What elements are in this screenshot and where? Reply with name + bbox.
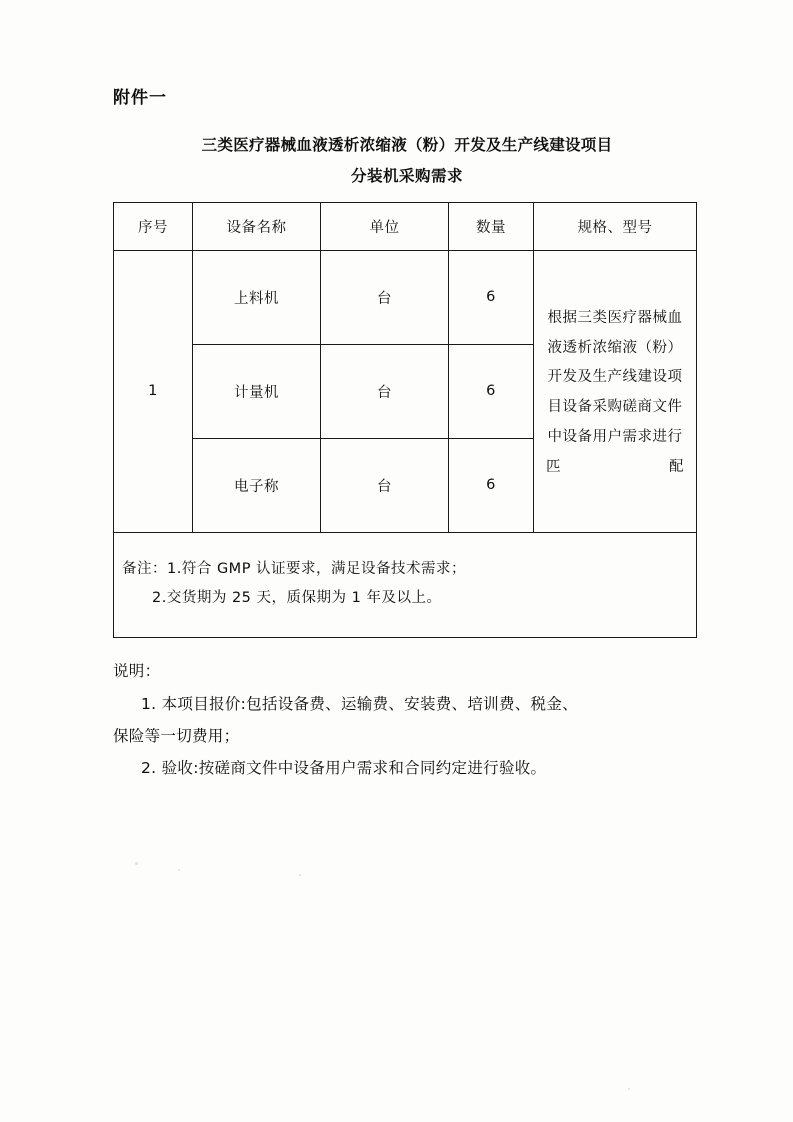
column-header-name: 设备名称 (193, 202, 321, 250)
cell-specification: 根据三类医疗器械血液透析浓缩液（粉）开发及生产线建设项目设备采购磋商文件中设备用户需求进行匹配 (534, 250, 697, 532)
column-header-unit: 单位 (321, 202, 449, 250)
cell-quantity: 6 (449, 344, 534, 438)
document-content (113, 88, 693, 785)
cell-unit: 台 (321, 438, 449, 532)
cell-quantity: 6 (449, 250, 534, 344)
explanation-item-1-cont: 保险等一切费用； (113, 727, 240, 746)
remark-line-2: 2.交货期为 25 天，质保期为 1 年及以上。 (152, 589, 442, 606)
cell-quantity: 6 (449, 438, 534, 532)
cell-equipment-name: 计量机 (193, 344, 321, 438)
scan-artifact (135, 862, 138, 865)
explanation-heading: 说明： (113, 661, 161, 680)
cell-remarks (114, 532, 697, 637)
cell-equipment-name: 电子称 (193, 438, 321, 532)
scan-artifact (178, 869, 180, 871)
page-subtitle: 分装机采购需求 (350, 166, 463, 185)
cell-unit: 台 (321, 344, 449, 438)
cell-equipment-name: 上料机 (193, 250, 321, 344)
explanation-section (113, 656, 693, 785)
table-header-row (114, 202, 697, 250)
table-note-row (114, 532, 697, 637)
procurement-table (113, 202, 697, 638)
column-header-spec: 规格、型号 (534, 202, 697, 250)
scan-artifact (628, 1088, 630, 1090)
remark-line-1: 备注：1.符合 GMP 认证要求，满足设备技术需求； (122, 560, 467, 577)
scan-artifact (299, 874, 301, 876)
cell-unit: 台 (321, 250, 449, 344)
explanation-item-1: 1. 本项目报价:包括设备费、运输费、安装费、培训费、税金、 (141, 695, 578, 714)
table-row (114, 250, 697, 344)
column-header-qty: 数量 (449, 202, 534, 250)
page-title: 三类医疗器械血液透析浓缩液（粉）开发及生产线建设项目 (201, 136, 613, 155)
column-header-no: 序号 (114, 202, 193, 250)
explanation-item-2: 2. 验收:按磋商文件中设备用户需求和合同约定进行验收。 (141, 758, 547, 777)
cell-row-number: 1 (114, 250, 193, 532)
attachment-label: 附件一 (113, 88, 167, 108)
